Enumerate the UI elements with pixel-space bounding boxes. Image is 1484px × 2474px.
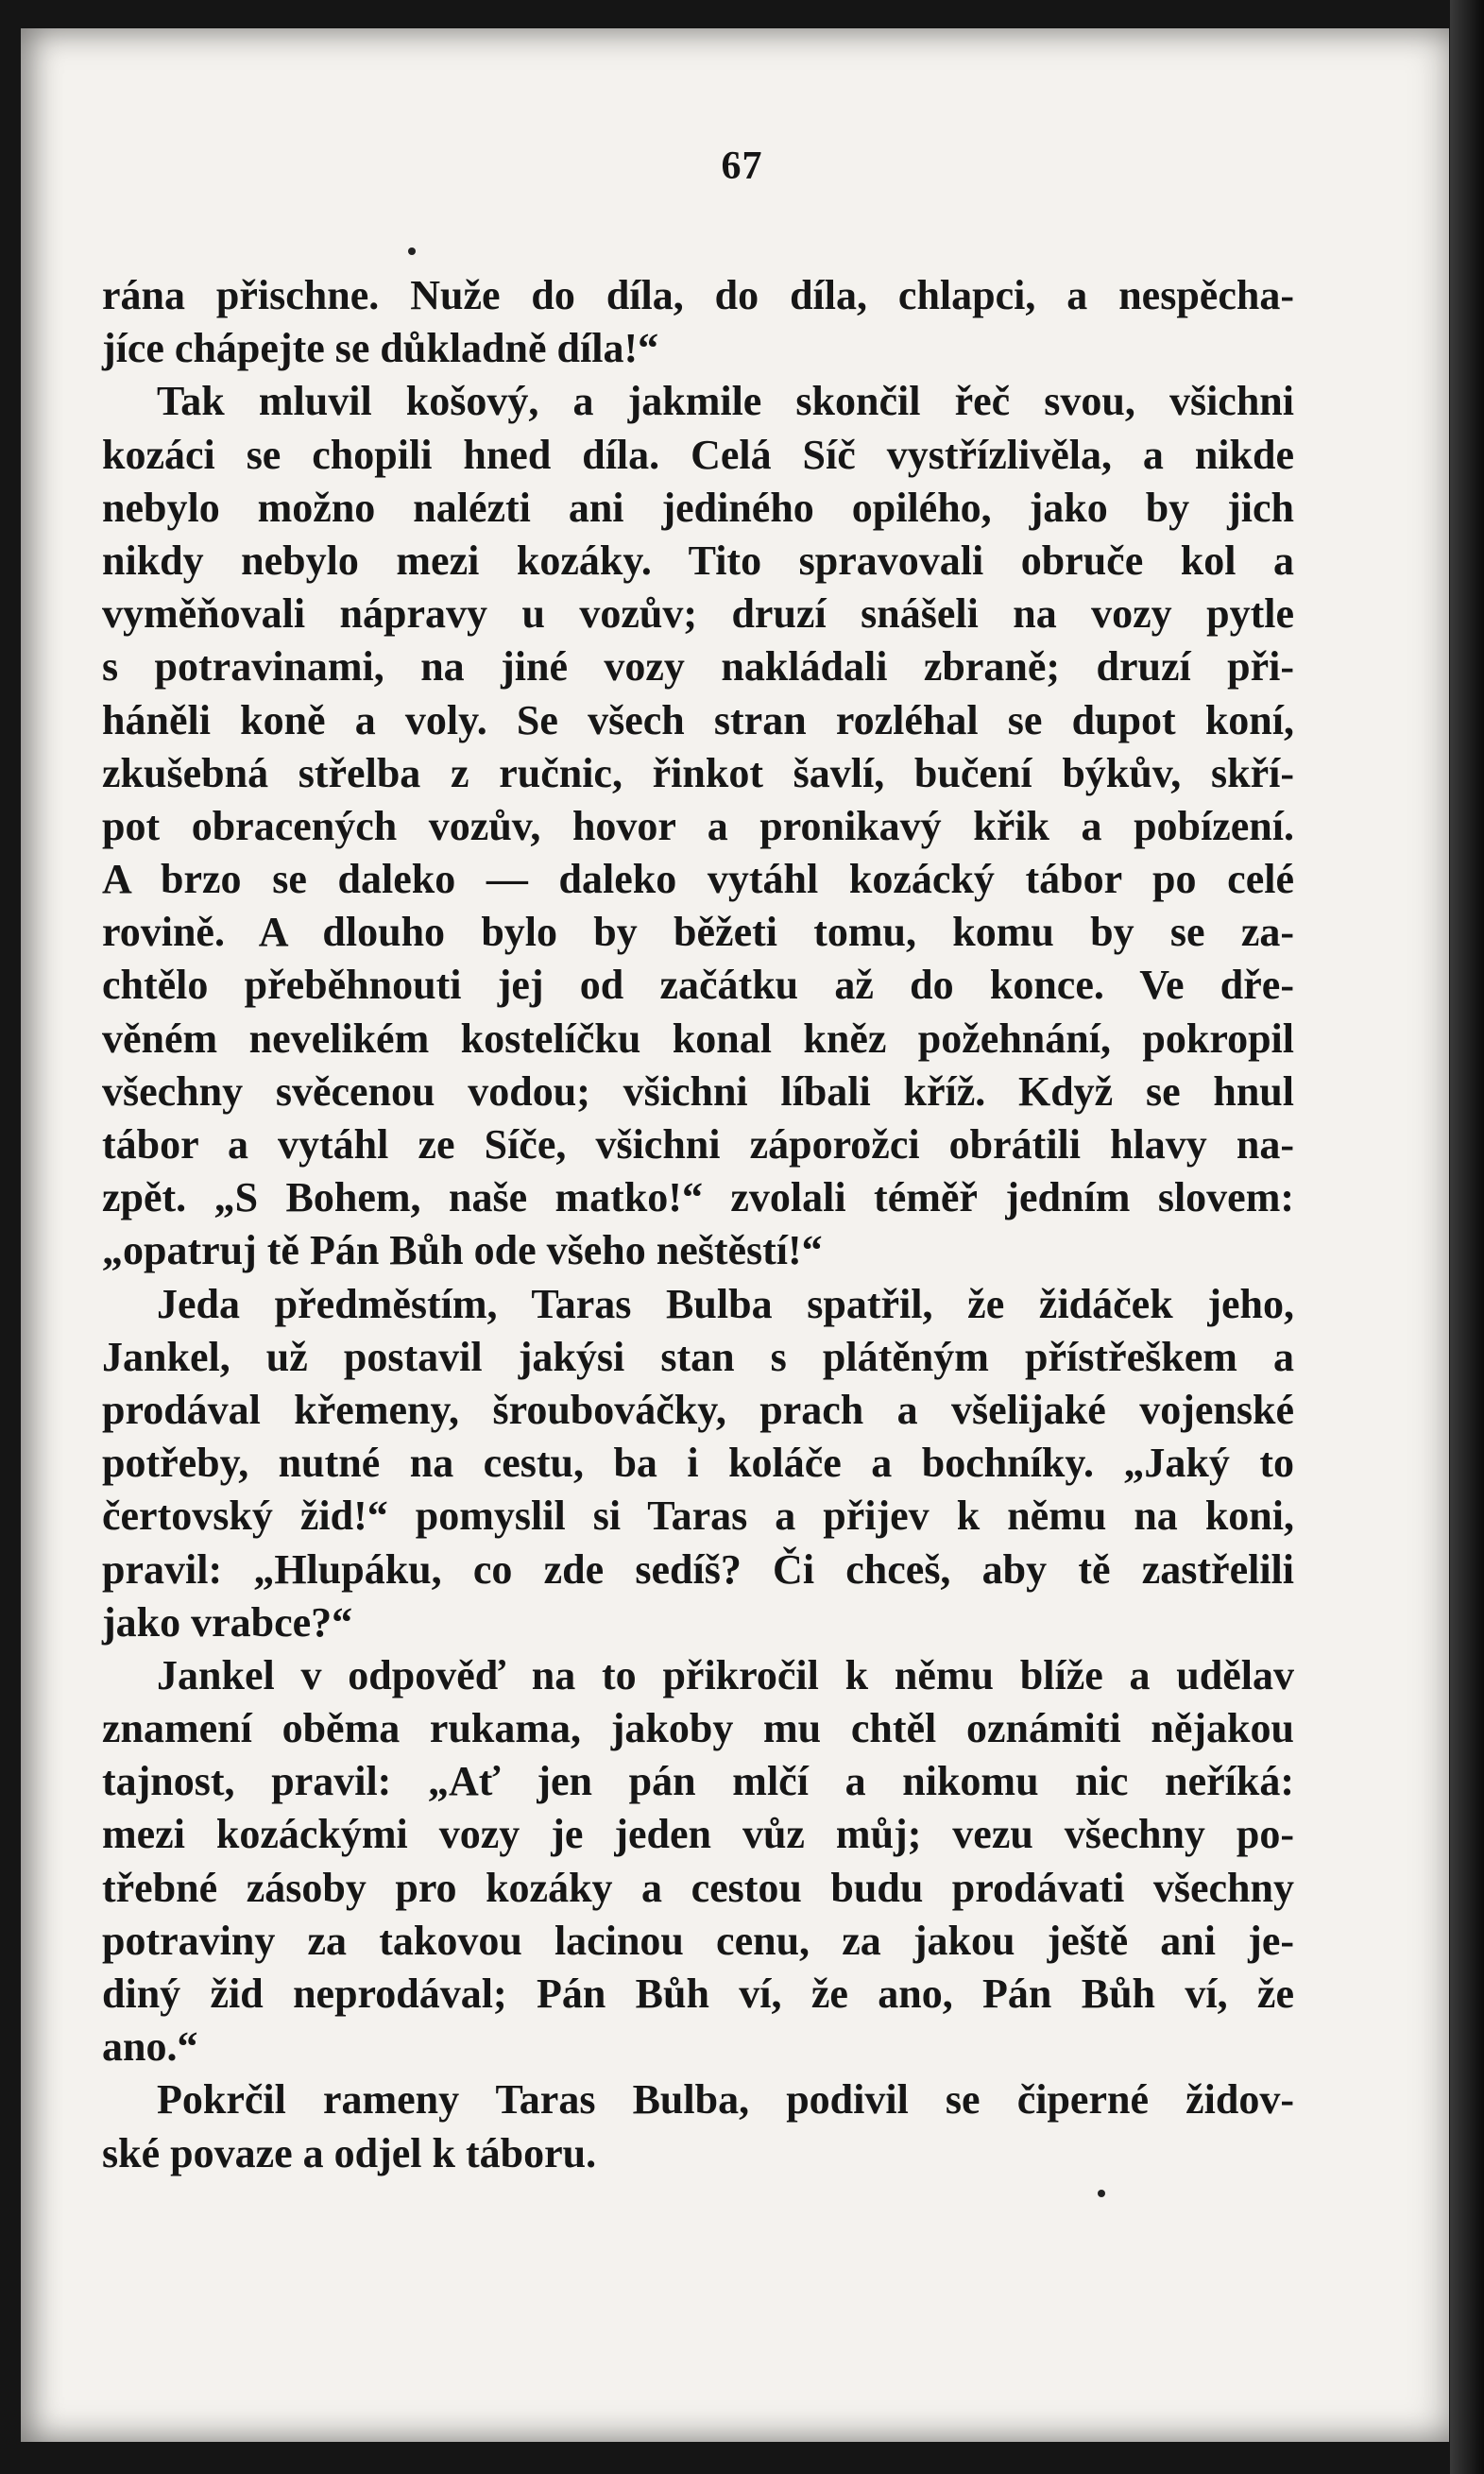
page-number: 67: [721, 145, 763, 188]
text-line: věném nevelikém kostelíčku konal kněz požehnání, pokropil: [102, 1015, 1294, 1062]
text-line: všechny svěcenou vodou; všichni líbali kříž. Když se hnul: [102, 1067, 1294, 1115]
text-line: Jankel, už postavil jakýsi stan s plátěným přístřeškem a: [102, 1333, 1294, 1380]
ink-speck: [1098, 2190, 1105, 2197]
text-line: potraviny za takovou lacinou cenu, za jakou ještě ani je-: [102, 1917, 1294, 1964]
text-line: diný žid neprodával; Pán Bůh ví, že ano, Pán Bůh ví, že: [102, 1971, 1294, 2017]
text-line: znamení oběma rukama, jakoby mu chtěl oznámiti nějakou: [102, 1705, 1294, 1752]
text-line: s potravinami, na jiné vozy nakládali zbraně; druzí při-: [102, 643, 1294, 691]
body-text: [102, 269, 1294, 2180]
text-line: ano.“: [102, 2023, 198, 2071]
text-line: nebylo možno nalézti ani jediného opilého, jako by jich: [102, 484, 1294, 531]
text-line: zkušebná střelba z ručnic, řinkot šavlí, bučení býkův, skří-: [102, 749, 1294, 796]
text-line: kozáci se chopili hned díla. Celá Síč vystřízlivěla, a nikde: [102, 431, 1294, 478]
text-line: nikdy nebylo mezi kozáky. Tito spravovali obruče kol a: [102, 537, 1294, 584]
text-line: háněli koně a voly. Se všech stran rozléhal se dupot koní,: [102, 696, 1294, 743]
text-line: zpět. „S Bohem, naše matko!“ zvolali téměř jedním slovem:: [102, 1174, 1294, 1221]
text-line: rovině. A dlouho bylo by běžeti tomu, komu by se za-: [102, 909, 1294, 956]
text-line: třebné zásoby pro kozáky a cestou budu prodávati všechny: [102, 1864, 1294, 1911]
text-line: mezi kozáckými vozy je jeden vůz můj; vezu všechny po-: [102, 1811, 1294, 1858]
text-line: Jankel v odpověď na to přikročil k němu blíže a udělav: [157, 1651, 1294, 1698]
text-line: tajnost, pravil: „Ať jen pán mlčí a nikomu nic neříká:: [102, 1758, 1294, 1805]
text-line: Jeda předměstím, Taras Bulba spatřil, že židáček jeho,: [157, 1280, 1294, 1327]
text-line: tábor a vytáhl ze Síče, všichni záporožci obrátili hlavy na-: [102, 1121, 1294, 1168]
text-line: pravil: „Hlupáku, co zde sedíš? Či chceš, aby tě zastřelili: [102, 1545, 1294, 1593]
ink-speck: [408, 247, 416, 255]
text-line: „opatruj tě Pán Bůh ode všeho neštěstí!“: [102, 1227, 823, 1274]
text-line: prodával křemeny, šroubováčky, prach a všelijaké vojenské: [102, 1386, 1294, 1433]
text-line: jíce chápejte se důkladně díla!“: [102, 325, 659, 372]
text-line: ské povaze a odjel k táboru.: [102, 2129, 597, 2176]
scan-edge: [1450, 0, 1484, 2474]
text-line: vyměňovali nápravy u vozův; druzí snášeli na vozy pytle: [102, 590, 1294, 638]
text-line: Pokrčil rameny Taras Bulba, podivil se čiperné židov-: [157, 2076, 1294, 2124]
text-line: Tak mluvil košový, a jakmile skončil řeč svou, všichni: [157, 378, 1294, 425]
text-line: pot obracených vozův, hovor a pronikavý křik a pobízení.: [102, 802, 1294, 849]
text-line: potřeby, nutné na cestu, ba i koláče a bochníky. „Jaký to: [102, 1440, 1294, 1487]
text-line: chtělo přeběhnouti jej od začátku až do konce. Ve dře-: [102, 962, 1294, 1009]
text-line: rána přischne. Nuže do díla, do díla, chlapci, a nespěcha-: [102, 272, 1294, 318]
text-line: jako vrabce?“: [102, 1598, 353, 1646]
text-line: A brzo se daleko — daleko vytáhl kozácký tábor po celé: [102, 856, 1294, 903]
text-line: čertovský žid!“ pomyslil si Taras a přijev k němu na koni,: [102, 1493, 1294, 1540]
